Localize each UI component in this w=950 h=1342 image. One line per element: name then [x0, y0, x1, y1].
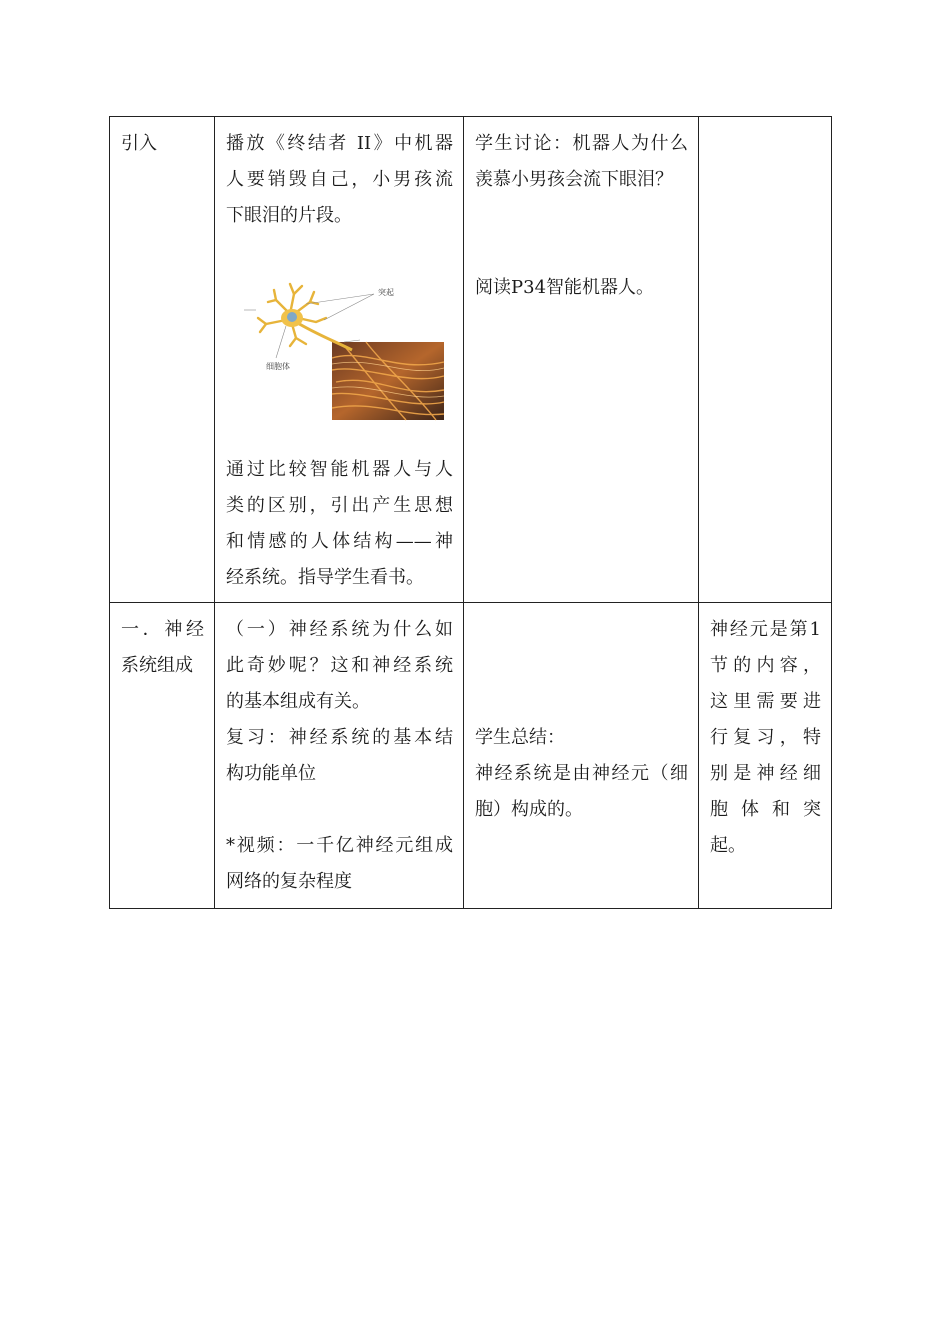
note-line: 行复习，特 — [710, 727, 821, 748]
stage-cell — [110, 117, 215, 603]
explanation-line: 类的区别，引出产生思想 — [226, 495, 453, 516]
figure-label-process: 突起 — [378, 288, 394, 297]
question-line: 的基本组成有关。 — [226, 691, 370, 712]
lesson-plan-table — [109, 116, 832, 909]
summary-title: 学生总结： — [475, 727, 565, 748]
video-line: 网络的复杂程度 — [226, 871, 352, 892]
stage-label-line: 一．神经 — [121, 619, 204, 640]
note-cell — [699, 117, 832, 603]
explanation-line: 经系统。指导学生看书。 — [226, 567, 424, 588]
stage-label: 引入 — [121, 133, 157, 154]
question-line: （一）神经系统为什么如 — [226, 619, 453, 640]
student-activity-cell — [464, 117, 699, 603]
figure-label-cell-body: 细胞体 — [266, 362, 290, 371]
discussion-line: 羡慕小男孩会流下眼泪？ — [475, 169, 673, 190]
reading-assignment: 阅读P34智能机器人。 — [475, 277, 655, 298]
teacher-activity-cell — [215, 603, 464, 909]
student-activity-cell — [464, 603, 699, 909]
neuron-diagram-icon — [236, 278, 446, 438]
stage-label-line: 系统组成 — [121, 655, 193, 676]
review-line: 构功能单位 — [226, 763, 316, 784]
explanation-line: 和情感的人体结构——神 — [226, 531, 453, 552]
note-cell — [699, 603, 832, 909]
summary-line: 神经系统是由神经元（细 — [475, 763, 688, 784]
stage-cell — [110, 603, 215, 909]
discussion-line: 学生讨论：机器人为什么 — [475, 133, 688, 154]
teacher-activity-cell — [215, 117, 464, 603]
note-line: 神经元是第1 — [710, 619, 821, 640]
note-line: 胞体和突 — [710, 799, 821, 820]
table-row-intro — [110, 117, 832, 603]
intro-line: 下眼泪的片段。 — [226, 205, 352, 226]
explanation-line: 通过比较智能机器人与人 — [226, 459, 453, 480]
neuron-figure — [236, 278, 446, 438]
review-line: 复习：神经系统的基本结 — [226, 727, 453, 748]
summary-line: 胞）构成的。 — [475, 799, 583, 820]
intro-line: 人要销毁自己，小男孩流 — [226, 169, 453, 190]
video-line: *视频：一千亿神经元组成 — [226, 835, 453, 856]
note-line: 别是神经细 — [710, 763, 821, 784]
note-line: 起。 — [710, 835, 746, 856]
note-line: 节的内容， — [710, 655, 821, 676]
question-line: 此奇妙呢？这和神经系统 — [226, 655, 453, 676]
intro-line: 播放《终结者 II》中机器 — [226, 133, 453, 154]
note-line: 这里需要进 — [710, 691, 821, 712]
table-row-composition — [110, 603, 832, 909]
